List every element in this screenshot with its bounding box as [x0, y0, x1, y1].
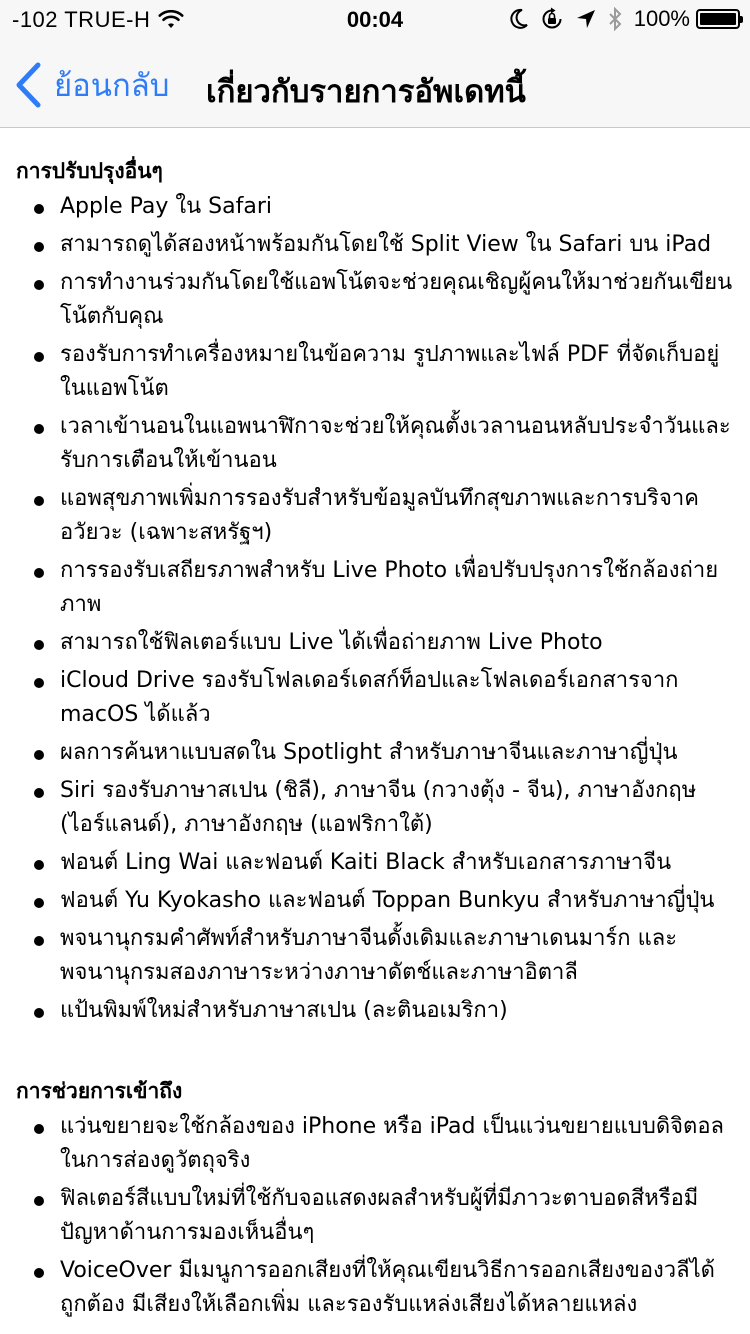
- bullet: [34, 640, 44, 650]
- list-item: แว่นขยายจะใช้กล้องของ iPhone หรือ iPad เป็นแว่นขยายแบบดิจิตอลในการส่องดูวัตถุจริง: [16, 1110, 734, 1178]
- battery-percent: 100%: [633, 6, 690, 31]
- rotation-lock-icon: [540, 7, 564, 31]
- bullet: [34, 242, 44, 252]
- back-button[interactable]: [14, 60, 169, 110]
- list-item: แอพสุขภาพเพิ่มการรองรับสำหรับข้อมูลบันทึกสุขภาพและการบริจาคอวัยวะ (เฉพาะสหรัฐฯ): [16, 482, 734, 550]
- section-heading-other-improvements: การปรับปรุงอื่นๆ: [16, 159, 163, 183]
- list-item: สามารถใช้ฟิลเตอร์แบบ Live ได้เพื่อถ่ายภาพ Live Photo: [16, 626, 734, 660]
- bullet: [34, 750, 44, 760]
- other-improvements-list: [16, 190, 734, 1028]
- location-arrow-icon: [576, 9, 596, 29]
- page-title: เกี่ยวกับรายการอัพเดทนี้: [206, 74, 526, 110]
- list-item: ฟอนต์ Ling Wai และฟอนต์ Kaiti Black สำหรับเอกสารภาษาจีน: [16, 846, 734, 880]
- list-item: Siri รองรับภาษาสเปน (ชิลี), ภาษาจีน (กวางตุ้ง - จีน), ภาษาอังกฤษ (ไอร์แลนด์), ภาษาอังกฤษ (แอฟริกาใต้): [16, 774, 734, 842]
- list-item: iCloud Drive รองรับโฟลเดอร์เดสก์ท็อปและโฟลเดอร์เอกสารจาก macOS ได้แล้ว: [16, 664, 734, 732]
- bullet: [34, 788, 44, 798]
- accessibility-list: [16, 1110, 734, 1322]
- chevron-left-icon: [14, 62, 42, 108]
- list-item: แป้นพิมพ์ใหม่สำหรับภาษาสเปน (ละตินอเมริกา): [16, 994, 734, 1028]
- bullet: [34, 898, 44, 908]
- bullet: [34, 1124, 44, 1134]
- section-spacer: [16, 1032, 734, 1076]
- bullet: [34, 352, 44, 362]
- list-item: การทำงานร่วมกันโดยใช้แอพโน้ตจะช่วยคุณเชิญผู้คนให้มาช่วยกันเขียนโน้ตกับคุณ: [16, 266, 734, 334]
- clock: 00:04: [346, 7, 404, 32]
- status-right: [510, 6, 740, 32]
- list-item: สามารถดูได้สองหน้าพร้อมกันโดยใช้ Split View ใน Safari บน iPad: [16, 228, 734, 262]
- bullet: [34, 280, 44, 290]
- back-label: ย้อนกลับ: [54, 68, 170, 104]
- list-item: พจนานุกรมคำศัพท์สำหรับภาษาจีนดั้งเดิมและภาษาเดนมาร์ก และพจนานุกรมสองภาษาระหว่างภาษาดัตช์และภาษาอิตาลี: [16, 922, 734, 990]
- carrier-label: -102 TRUE-H: [12, 7, 151, 32]
- bullet: [34, 424, 44, 434]
- release-notes-content[interactable]: [0, 128, 750, 1326]
- bluetooth-icon: [608, 7, 622, 31]
- battery-icon: [696, 9, 740, 29]
- bullet: [34, 568, 44, 578]
- bullet: [34, 496, 44, 506]
- status-bar: [0, 0, 750, 40]
- list-item: ฟอนต์ Yu Kyokasho และฟอนต์ Toppan Bunkyu สำหรับภาษาญี่ปุ่น: [16, 884, 734, 918]
- bullet: [34, 860, 44, 870]
- list-item: รองรับการทำเครื่องหมายในข้อความ รูปภาพและไฟล์ PDF ที่จัดเก็บอยู่ในแอพโน้ต: [16, 338, 734, 406]
- list-item: VoiceOver มีเมนูการออกเสียงที่ให้คุณเขียนวิธีการออกเสียงของวลีได้ถูกต้อง มีเสียงให้เลือกเพิ่ม และรองรับแหล่งเสียงได้หลายแหล่ง: [16, 1254, 734, 1322]
- list-item: เวลาเข้านอนในแอพนาฬิกาจะช่วยให้คุณตั้งเวลานอนหลับประจำวันและรับการเตือนให้เข้านอน: [16, 410, 734, 478]
- bullet: [34, 1268, 44, 1278]
- bullet: [34, 1196, 44, 1206]
- list-item: การรองรับเสถียรภาพสำหรับ Live Photo เพื่อปรับปรุงการใช้กล้องถ่ายภาพ: [16, 554, 734, 622]
- bullet: [34, 936, 44, 946]
- navigation-bar: [0, 40, 750, 128]
- list-item: ผลการค้นหาแบบสดใน Spotlight สำหรับภาษาจีนและภาษาญี่ปุ่น: [16, 736, 734, 770]
- bullet: [34, 678, 44, 688]
- section-heading-accessibility: การช่วยการเข้าถึง: [16, 1079, 183, 1103]
- list-item: ฟิลเตอร์สีแบบใหม่ที่ใช้กับจอแสดงผลสำหรับผู้ที่มีภาวะตาบอดสีหรือมีปัญหาด้านการมองเห็นอื่นๆ: [16, 1182, 734, 1250]
- bullet: [34, 204, 44, 214]
- list-item: Apple Pay ใน Safari: [16, 190, 734, 224]
- moon-icon: [510, 8, 528, 30]
- bullet: [34, 1008, 44, 1018]
